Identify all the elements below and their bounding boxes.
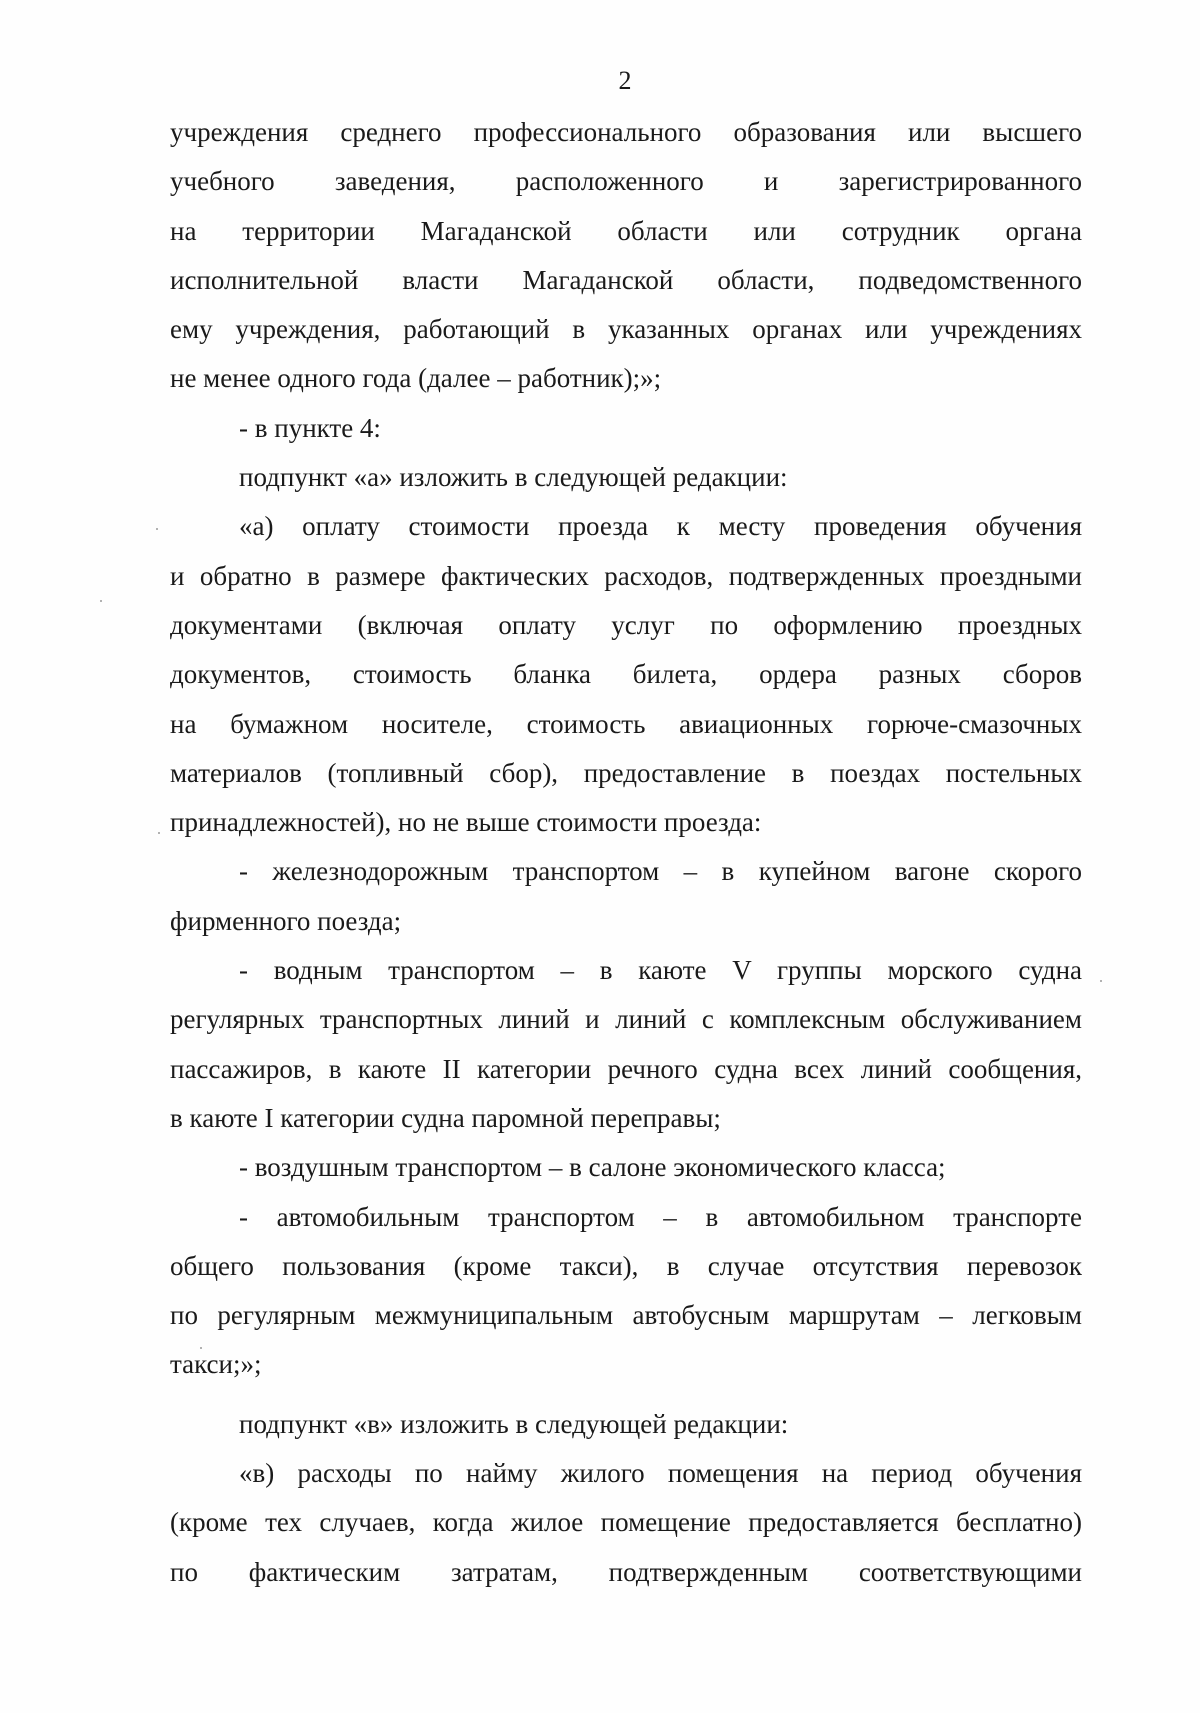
scan-speck	[200, 1347, 202, 1349]
text-line: документов, стоимость бланка билета, ордера разных сборов	[170, 659, 1082, 690]
text-line: подпункт «а» изложить в следующей редакции:	[239, 462, 788, 493]
text-line: общего пользования (кроме такси), в случае отсутствия перевозок	[170, 1250, 1082, 1281]
text-line: материалов (топливный сбор), предоставление в поездах постельных	[170, 757, 1082, 788]
text-line: не менее одного года (далее – работник);»;	[170, 363, 662, 394]
text-line: принадлежностей), но не выше стоимости проезда:	[170, 807, 762, 838]
text-line: - железнодорожным транспортом – в купейном вагоне скорого	[239, 856, 1082, 887]
text-line: документами (включая оплату услуг по оформлению проездных	[170, 609, 1082, 640]
text-line: - автомобильным транспортом – в автомобильном транспорте	[239, 1201, 1082, 1232]
paragraph-gap	[170, 1390, 1082, 1400]
text-line: учебного заведения, расположенного и зарегистрированного	[170, 166, 1082, 197]
text-line: на территории Магаданской области или сотрудник органа	[170, 215, 1082, 246]
page-number: 2	[618, 66, 632, 95]
document-body	[170, 108, 1082, 1597]
scan-speck	[1100, 980, 1102, 982]
text-line: пассажиров, в каюте II категории речного судна всех линий сообщения,	[170, 1053, 1082, 1084]
scan-speck	[158, 832, 160, 834]
text-line: исполнительной власти Магаданской области, подведомственного	[170, 264, 1082, 295]
text-line: такси;»;	[170, 1349, 262, 1380]
text-line: - воздушным транспортом – в салоне экономического класса;	[239, 1152, 946, 1183]
text-line: в каюте I категории судна паромной переправы;	[170, 1102, 721, 1133]
text-line: на бумажном носителе, стоимость авиационных горюче-смазочных	[170, 708, 1082, 739]
text-line: (кроме тех случаев, когда жилое помещение предоставляется бесплатно)	[170, 1507, 1082, 1538]
scan-speck	[100, 600, 102, 602]
text-line: по фактическим затратам, подтвержденным соответствующими	[170, 1556, 1082, 1587]
text-line: учреждения среднего профессионального образования или высшего	[170, 117, 1082, 147]
text-line: «а) оплату стоимости проезда к месту проведения обучения	[239, 511, 1082, 542]
text-line: фирменного поезда;	[170, 905, 402, 936]
text-line: по регулярным межмуниципальным автобусным маршрутам – легковым	[170, 1300, 1082, 1331]
text-line: - в пункте 4:	[239, 412, 381, 443]
text-line: - водным транспортом – в каюте V группы морского судна	[239, 955, 1082, 986]
text-line: «в) расходы по найму жилого помещения на период обучения	[239, 1458, 1082, 1489]
text-line: подпункт «в» изложить в следующей редакции:	[239, 1408, 789, 1439]
text-line: ему учреждения, работающий в указанных органах или учреждениях	[170, 314, 1082, 345]
text-line: регулярных транспортных линий и линий с комплексным обслуживанием	[170, 1004, 1082, 1035]
scan-speck	[156, 528, 158, 530]
text-line: и обратно в размере фактических расходов, подтвержденных проездными	[170, 560, 1082, 591]
